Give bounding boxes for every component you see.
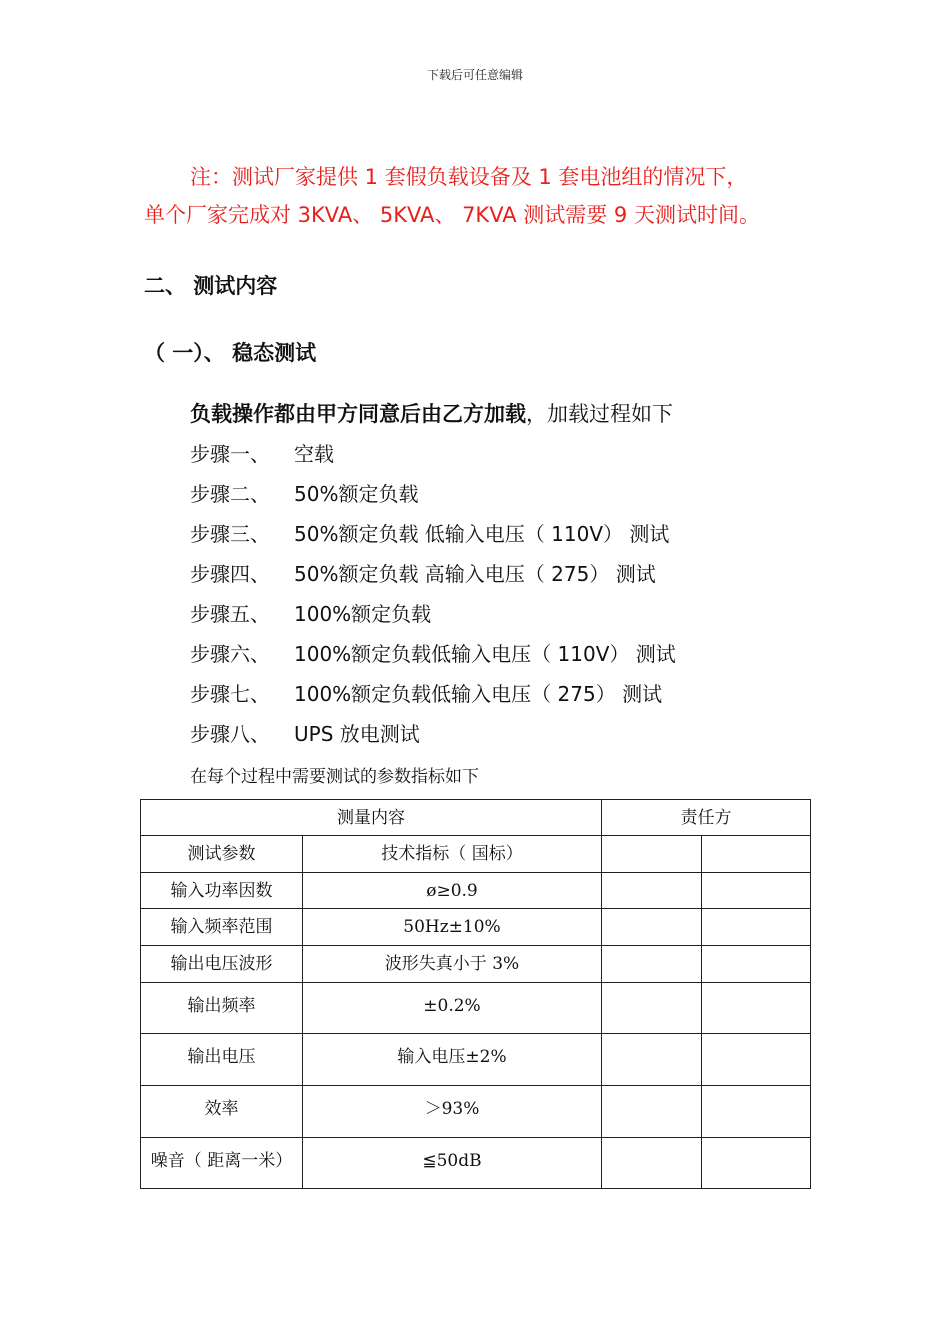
step-desc: UPS 放电测试 — [294, 722, 420, 746]
table-row — [141, 983, 811, 1034]
step-desc: 100%额定负载低输入电压（ 110V） 测试 — [294, 642, 676, 666]
table-row — [141, 1034, 811, 1086]
table-row — [141, 946, 811, 983]
intro-bold-text: 负载操作都由甲方同意后由乙方加载 — [190, 402, 526, 426]
spec-cell: 输入电压±2% — [303, 1034, 602, 1086]
group-header-cell: 测量内容 — [141, 800, 602, 836]
param-cell: 噪音（ 距离一米） — [141, 1138, 303, 1189]
spec-header-cell: 技术指标（ 国标） — [303, 836, 602, 873]
responsible-cell — [702, 873, 811, 909]
step-desc: 100%额定负载低输入电压（ 275） 测试 — [294, 682, 663, 706]
page-header-note: 下载后可任意编辑 — [426, 68, 523, 82]
table-row — [141, 909, 811, 946]
step-desc: 50%额定负载 — [294, 482, 419, 506]
spec-cell: 50Hz±10% — [303, 909, 602, 946]
responsible-cell — [602, 1034, 702, 1086]
responsible-cell — [702, 909, 811, 946]
step-name: 步骤三、 — [190, 522, 270, 546]
responsible-cell — [602, 1138, 702, 1189]
responsible-cell — [602, 836, 702, 873]
table-group-header-row — [141, 800, 811, 836]
param-cell: 输入功率因数 — [141, 873, 303, 909]
responsible-cell — [702, 836, 811, 873]
table-row — [141, 873, 811, 909]
table-row — [141, 1138, 811, 1189]
step-name: 步骤六、 — [190, 642, 270, 666]
responsible-cell — [702, 983, 811, 1034]
step-name: 步骤二、 — [190, 482, 270, 506]
step-desc: 空载 — [294, 442, 334, 466]
step-item — [190, 718, 420, 748]
spec-cell: ＞93% — [303, 1086, 602, 1138]
param-cell: 输出频率 — [141, 983, 303, 1034]
step-item — [190, 598, 431, 628]
section-heading: 二、 测试内容 — [144, 274, 278, 298]
param-cell: 输出电压波形 — [141, 946, 303, 983]
intro-rest-text: ，加载过程如下 — [526, 402, 673, 426]
notice-line-2: 单个厂家完成对 3KVA、 5KVA、 7KVA 测试需要 9 天测试时间。 — [144, 203, 760, 227]
subsection-heading: （ 一）、 稳态测试 — [144, 341, 317, 365]
spec-cell: ±0.2% — [303, 983, 602, 1034]
param-cell: 效率 — [141, 1086, 303, 1138]
step-item — [190, 638, 676, 668]
responsible-cell — [602, 909, 702, 946]
intro-paragraph — [190, 398, 673, 428]
responsible-cell — [702, 946, 811, 983]
responsible-cell — [602, 983, 702, 1034]
step-desc: 50%额定负载 低输入电压（ 110V） 测试 — [294, 522, 670, 546]
step-item — [190, 558, 656, 588]
responsible-cell — [702, 1138, 811, 1189]
notice-line-1: 注：测试厂家提供 1 套假负载设备及 1 套电池组的情况下， — [190, 165, 748, 189]
parameter-table — [140, 799, 811, 1189]
responsible-cell — [602, 873, 702, 909]
responsible-cell — [702, 1034, 811, 1086]
step-item — [190, 478, 418, 508]
step-name: 步骤七、 — [190, 682, 270, 706]
responsible-cell — [702, 1086, 811, 1138]
spec-cell: 波形失真小于 3% — [303, 946, 602, 983]
spec-cell: ø≥0.9 — [303, 873, 602, 909]
spec-cell: ≦50dB — [303, 1138, 602, 1189]
table-row — [141, 1086, 811, 1138]
table-caption: 在每个过程中需要测试的参数指标如下 — [190, 767, 479, 787]
step-item — [190, 438, 334, 468]
step-desc: 50%额定负载 高输入电压（ 275） 测试 — [294, 562, 656, 586]
param-cell: 输出电压 — [141, 1034, 303, 1086]
step-name: 步骤一、 — [190, 442, 270, 466]
step-desc: 100%额定负载 — [294, 602, 432, 626]
step-name: 步骤四、 — [190, 562, 270, 586]
param-header-cell: 测试参数 — [141, 836, 303, 873]
step-item — [190, 678, 662, 708]
responsible-cell — [602, 1086, 702, 1138]
table-column-header-row — [141, 836, 811, 873]
responsible-cell — [602, 946, 702, 983]
param-cell: 输入频率范围 — [141, 909, 303, 946]
step-name: 步骤八、 — [190, 722, 270, 746]
responsible-header-cell: 责任方 — [602, 800, 811, 836]
step-item — [190, 518, 669, 548]
step-name: 步骤五、 — [190, 602, 270, 626]
